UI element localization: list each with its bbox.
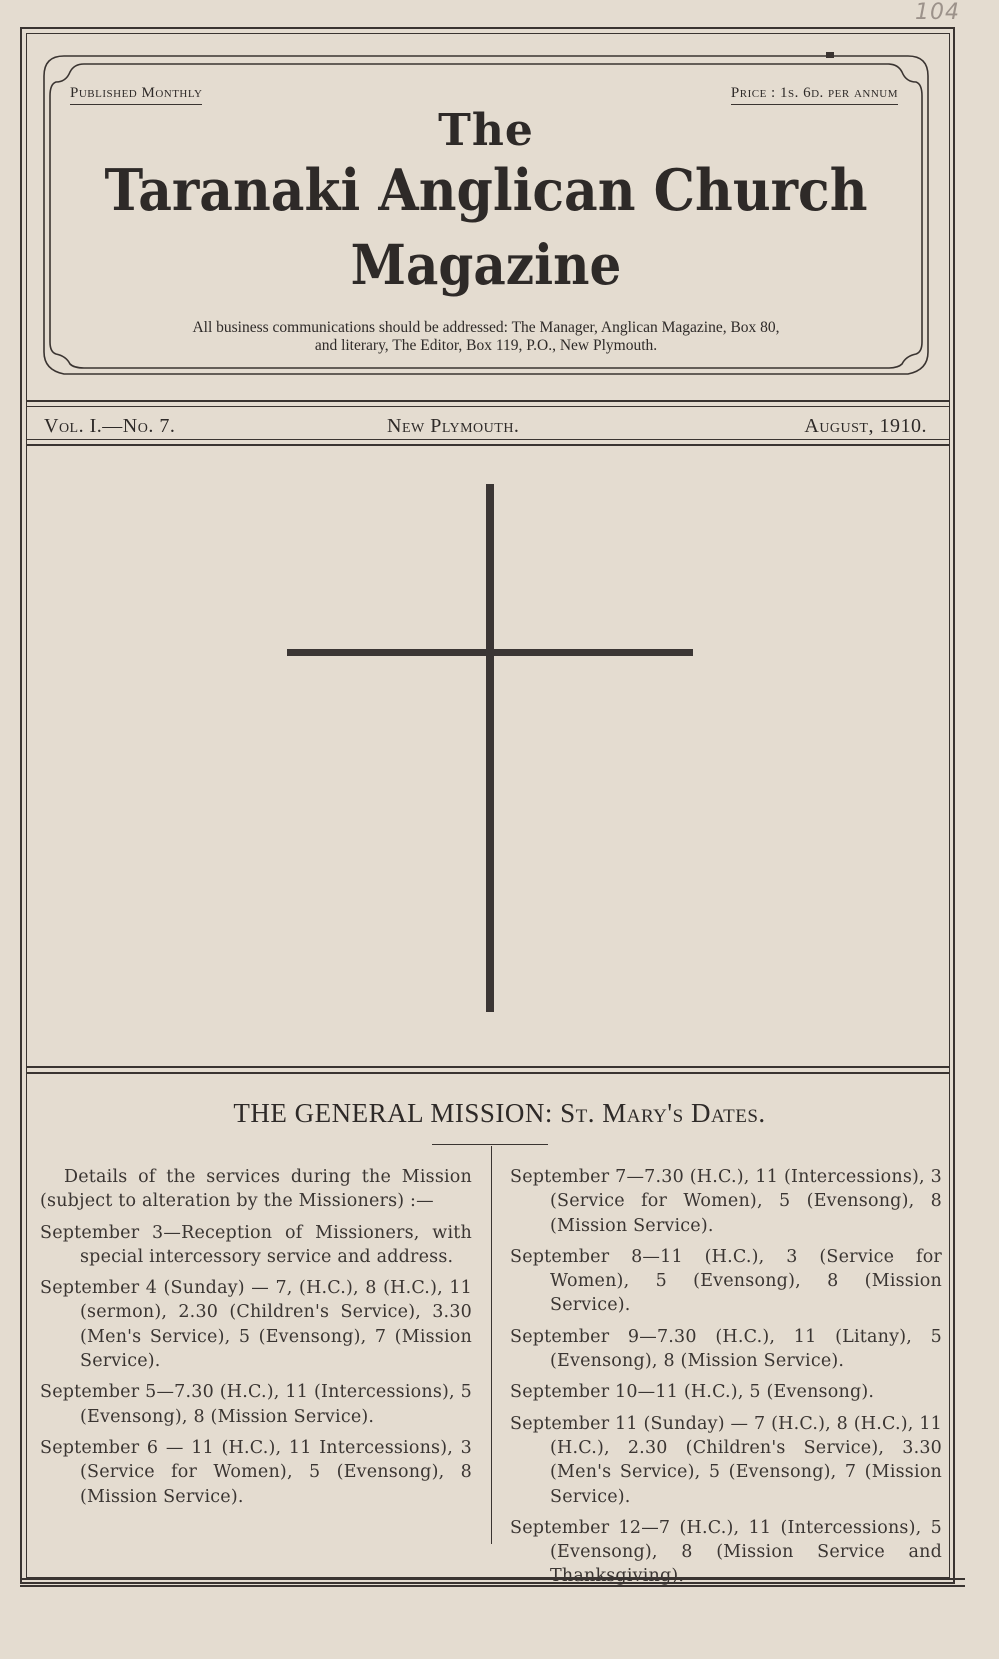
price-label: Price : 1s. 6d. per annum [731,85,898,105]
address-line-2: and literary, The Editor, Box 119, P.O., New Plymouth. [314,337,658,354]
handwritten-page-number: 104 [915,0,960,25]
address-block [40,319,932,355]
schedule-entry: September 12—7 (H.C.), 11 (Intercessions), 5 (Evensong), 8 (Mission Service and Thanksgiving). [510,1517,942,1587]
issue-place: New Plymouth. [387,415,520,437]
article-title-part1: THE GENERAL MISSION: [233,1098,553,1128]
article-intro: Details of the services during the Mission (subject to alteration by the Missioners) :— [40,1167,472,1212]
volume-number: Vol. I.—No. 7. [44,415,176,437]
article-column-right [510,1165,942,1596]
schedule-entry: September 3—Reception of Missioners, with special intercessory service and address. [40,1222,472,1267]
issue-info-bar [27,400,949,446]
schedule-entry: September 9—7.30 (H.C.), 11 (Litany), 5 (Evensong), 8 (Mission Service). [510,1326,942,1372]
cross-vertical-bar [486,484,494,1012]
schedule-entry: September 7—7.30 (H.C.), 11 (Intercessions), 3 (Service for Women), 5 (Evensong), 8 (Mission Service). [510,1167,942,1236]
bottom-border [20,1578,965,1587]
column-rule [491,1146,492,1544]
schedule-entry: September 5—7.30 (H.C.), 11 (Intercessions), 5 (Evensong), 8 (Mission Service). [40,1382,472,1427]
title-main: Taranaki Anglican Church [104,156,868,225]
address-line-1: All business communications should be addressed: The Manager, Anglican Magazine, Box 80, [192,319,780,336]
schedule-entry: September 6 — 11 (H.C.), 11 Intercessions), 3 (Service for Women), 5 (Evensong), 8 (Mission Service). [40,1437,472,1507]
title-magazine: Magazine [350,232,622,297]
cross-horizontal-bar [287,649,693,656]
issue-date: August, 1910. [804,415,927,437]
schedule-entry: September 8—11 (H.C.), 3 (Service for Women), 5 (Evensong), 8 (Mission Service). [510,1246,942,1316]
title-rule [432,1144,548,1145]
title-the: The [438,105,534,156]
schedule-entry: September 4 (Sunday) — 7, (H.C.), 8 (H.C.), 11 (sermon), 2.30 (Children's Service), 3.30 (Men's Service), 5 (Evensong), 7 (Mission Service). [40,1278,472,1372]
schedule-entry: September 10—11 (H.C.), 5 (Evensong). [510,1382,875,1403]
article-title-part2: St. Mary's Dates. [560,1098,766,1128]
article-title [0,1098,999,1129]
section-divider [27,1066,949,1074]
schedule-entry: September 11 (Sunday) — 7 (H.C.), 8 (H.C.), 11 (H.C.), 2.30 (Children's Service), 3.30 (Men's Service), 5 (Evensong), 7 (Mission Service). [510,1413,942,1507]
masthead [40,52,932,382]
article-column-left [40,1165,472,1516]
published-monthly-label: Published Monthly [70,85,202,105]
